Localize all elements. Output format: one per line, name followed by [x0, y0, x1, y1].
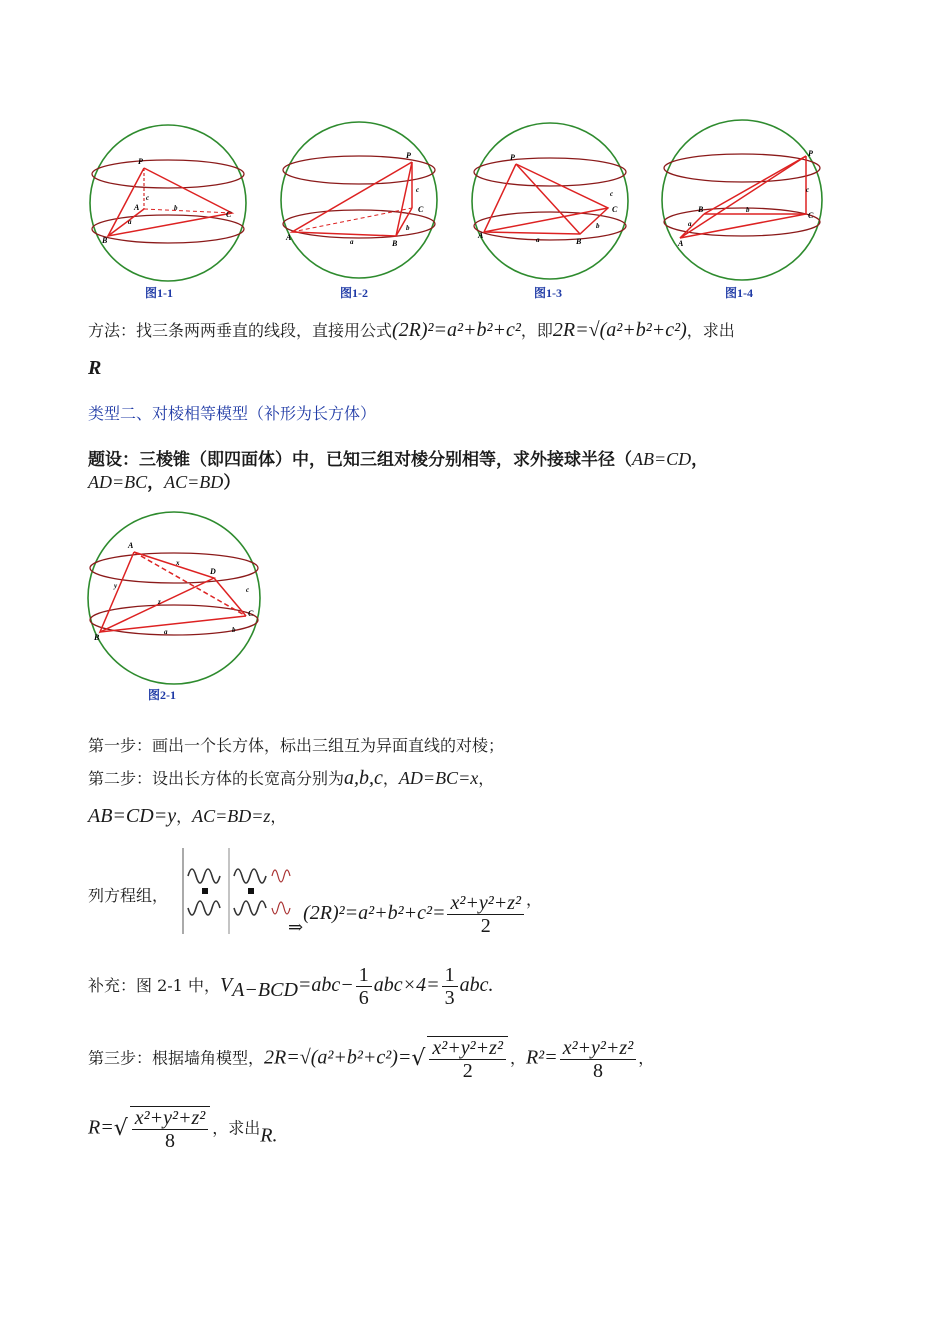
- volume-subscript: A−BCD: [232, 979, 298, 1001]
- step-2-cont: AB=CD=y，AC=BD=z，: [88, 805, 287, 827]
- system-result-lhs: (2R)²=a²+b²+c²=: [303, 902, 446, 924]
- supplement-eq-1: =abc−: [297, 974, 354, 996]
- method-suffix: ，求出: [686, 321, 735, 340]
- fig1-label-A: A: [134, 203, 140, 212]
- fig1-label-c: c: [146, 194, 150, 202]
- system-result: ⇒(2R)²=a²+b²+c²= $\frac{\text{x²+y²+z²}}{2}$ ，: [288, 890, 543, 938]
- frac-one-sixth: $\frac{1}{6}$: [356, 964, 372, 1009]
- fig2-label-a: a: [350, 238, 354, 246]
- supplement-eq-2: abc×4=: [373, 974, 440, 996]
- step3-sqrt-frac: $\frac{\text{x²+y²+z²}}{2}$: [427, 1036, 508, 1082]
- system-label: 列方程组，: [88, 886, 169, 905]
- figure-1-1: [86, 124, 252, 284]
- type2-problem: 题设：三棱锥（即四面体）中，已知三组对棱分别相等，求外接球半径（AB=CD，: [88, 449, 709, 469]
- fig4-label-b: b: [746, 206, 750, 214]
- figure-1-3: [470, 122, 630, 282]
- method-formula-1: (2R)²=a²+b²+c²: [392, 319, 521, 341]
- fig3-label-B: B: [576, 237, 582, 246]
- fig2-label-B: B: [392, 239, 398, 248]
- volume-symbol: V: [219, 974, 233, 996]
- problem-close: ）: [223, 473, 241, 492]
- fig3-label-P: P: [510, 153, 515, 162]
- step-1: 第一步：画出一个长方体，标出三组互为异面直线的对棱；: [88, 736, 505, 755]
- final-sqrt-frac: $\frac{\text{x²+y²+z²}}{8}$: [130, 1106, 211, 1152]
- frac-one-third: $\frac{1}{3}$: [442, 964, 458, 1009]
- step2-eq-3: AC=BD=z: [192, 806, 271, 826]
- step2-prefix: 第二步：设出长方体的长宽高分别为: [88, 769, 345, 788]
- system-result-frac: $\frac{\text{x²+y²+z²}}{2}$: [447, 892, 524, 937]
- step-2: 第二步：设出长方体的长宽高分别为a,b,c，AD=BC=x，: [88, 767, 495, 789]
- fig2-label-c: c: [416, 186, 420, 194]
- method-line: [88, 318, 735, 343]
- fig4-label-c: c: [806, 186, 810, 194]
- fig21-label-a: a: [164, 628, 168, 636]
- fig1-label-P: P: [138, 157, 143, 166]
- fig2-label-A: A: [286, 233, 292, 242]
- caption-fig-2-1: 图2-1: [148, 688, 176, 702]
- caption-fig-1-3: 图1-3: [534, 286, 562, 300]
- fig4-label-A: A: [678, 239, 684, 248]
- fig21-label-D: D: [210, 567, 216, 576]
- caption-fig-1-4: 图1-4: [725, 286, 753, 300]
- method-prefix: 方法：找三条两两垂直的线段，直接用公式: [88, 321, 393, 340]
- fig4-label-C: C: [808, 211, 814, 220]
- fig21-label-c: c: [246, 586, 250, 594]
- fig4-label-B: B: [698, 205, 704, 214]
- step-3: 第三步：根据墙角模型，2R=√(a²+b²+c²)=√ $\frac{\text{x²+y²+z²}}{2}$ ，R²= $\frac{\text{x²+y²+z²}}{8}$ ，: [88, 1036, 655, 1082]
- step2-eq-1: AD=BC=x: [398, 768, 479, 788]
- fig1-label-a: a: [128, 218, 132, 226]
- step2-vars: a,b,c: [344, 767, 383, 789]
- fig21-label-b: b: [232, 626, 236, 634]
- step3-prefix: 第三步：根据墙角模型，: [88, 1048, 265, 1068]
- caption-fig-1-1: 图1-1: [145, 286, 173, 300]
- fig3-label-a: a: [536, 236, 540, 244]
- final-result: R.: [260, 1124, 278, 1147]
- step2-eq-2: AB=CD=y: [88, 805, 177, 827]
- type2-problem-2: AD=BC，AC=BD）: [88, 472, 241, 492]
- final-R: R=: [88, 1116, 114, 1139]
- fig21-label-B: B: [94, 633, 100, 642]
- step3-R2: R²=: [525, 1046, 558, 1069]
- fig2-label-P: P: [406, 151, 411, 160]
- figure-1-2: [278, 120, 440, 282]
- fig1-label-b: b: [174, 204, 178, 212]
- system-equation-image: [180, 846, 292, 936]
- caption-fig-1-2: 图1-2: [340, 286, 368, 300]
- fig2-label-b: b: [406, 224, 410, 232]
- problem-cond-2: AD=BC: [88, 472, 148, 492]
- type2-heading: 类型二、对棱相等模型（补形为长方体）: [88, 404, 377, 423]
- fig4-label-P: P: [808, 149, 813, 158]
- fig1-label-C: C: [226, 210, 232, 219]
- problem-cond-3: AC=BD: [164, 472, 224, 492]
- supplement-line: [88, 964, 494, 1009]
- fig21-label-z: z: [158, 598, 161, 606]
- fig21-label-C: C: [248, 609, 254, 618]
- problem-cond-1: AB=CD: [632, 449, 692, 469]
- fig3-label-C: C: [612, 205, 618, 214]
- final-suffix: ，求出: [212, 1118, 261, 1138]
- method-mid: ，即: [520, 321, 553, 340]
- fig3-label-b: b: [596, 222, 600, 230]
- method-formula-2: 2R=√(a²+b²+c²): [552, 319, 687, 341]
- figure-1-4: [660, 118, 824, 282]
- step3-R2-frac: $\frac{\text{x²+y²+z²}}{8}$: [560, 1037, 637, 1082]
- problem-prefix: 题设：三棱锥（即四面体）中，已知三组对棱分别相等，求外接球半径（: [88, 450, 632, 469]
- fig1-label-B: B: [102, 236, 108, 245]
- final-line: R=√ $\frac{\text{x²+y²+z²}}{8}$ ，求出R.: [88, 1107, 278, 1152]
- supplement-prefix: 补充：图 2-1 中，: [88, 976, 220, 995]
- figure-2-1: [86, 510, 262, 686]
- fig3-label-c: c: [610, 190, 614, 198]
- fig21-label-x: x: [176, 559, 180, 567]
- supplement-eq-3: abc.: [459, 974, 494, 996]
- fig2-label-C: C: [418, 205, 424, 214]
- fig21-label-A: A: [128, 541, 134, 550]
- fig4-label-a: a: [688, 220, 692, 228]
- arrow-icon: ⇒: [288, 917, 304, 938]
- fig21-label-y: y: [114, 582, 118, 590]
- fig3-label-A: A: [478, 231, 484, 240]
- step3-eq-1: 2R=√(a²+b²+c²)=: [264, 1046, 412, 1069]
- method-result: R: [88, 357, 102, 379]
